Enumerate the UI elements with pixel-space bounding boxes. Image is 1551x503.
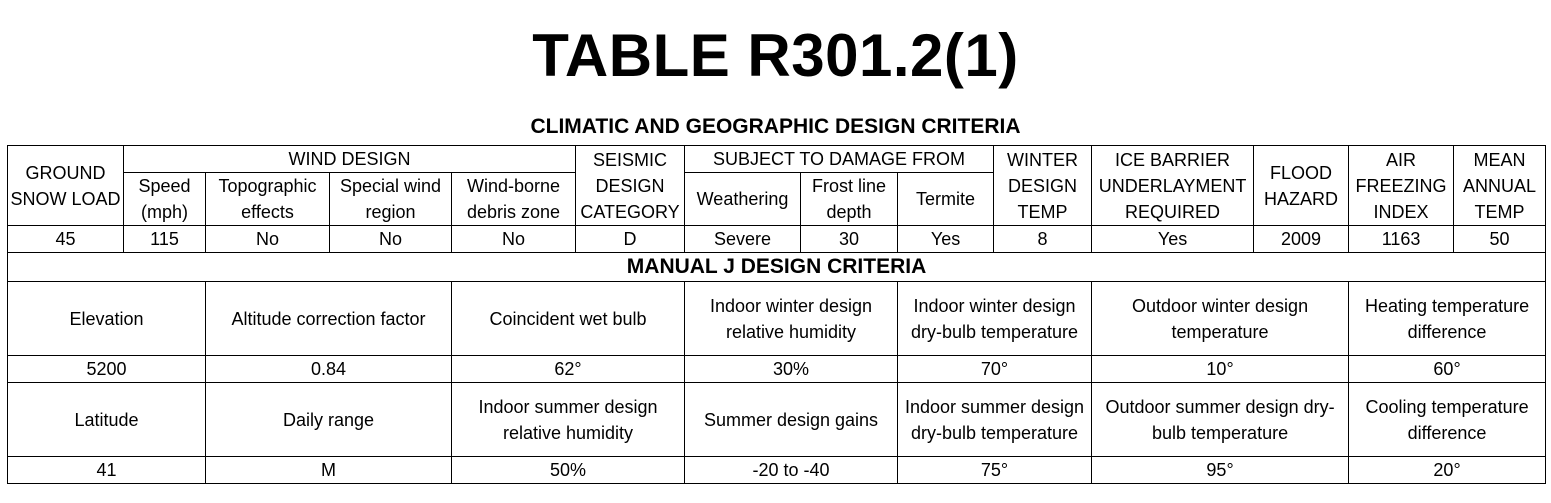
value-air-freezing-index: 1163 — [1349, 226, 1454, 253]
manual-j-header-row-2 — [8, 383, 1546, 457]
mj-value-outdoor-winter-temp: 10° — [1092, 356, 1349, 383]
manual-j-title: MANUAL J DESIGN CRITERIA — [8, 253, 1546, 282]
mj-value-indoor-summer-rh: 50% — [452, 457, 685, 484]
value-termite: Yes — [898, 226, 994, 253]
manual-j-title-row — [8, 253, 1546, 282]
mj-header-coincident-wet-bulb: Coincident wet bulb — [452, 282, 685, 356]
header-flood-hazard: FLOOD HAZARD — [1254, 146, 1349, 226]
mj-header-elevation: Elevation — [8, 282, 206, 356]
manual-j-header-row-1 — [8, 282, 1546, 356]
value-topographic-effects: No — [206, 226, 330, 253]
mj-header-indoor-winter-drybulb: Indoor winter design dry-bulb temperature — [898, 282, 1092, 356]
value-ground-snow-load: 45 — [8, 226, 124, 253]
header-winter-design-temp: WINTER DESIGN TEMP — [994, 146, 1092, 226]
manual-j-values-row-1 — [8, 356, 1546, 383]
mj-header-altitude-correction: Altitude correction factor — [206, 282, 452, 356]
mj-header-outdoor-summer-drybulb: Outdoor summer design dry-bulb temperature — [1092, 383, 1349, 457]
value-wind-borne-debris-zone: No — [452, 226, 576, 253]
mj-value-elevation: 5200 — [8, 356, 206, 383]
header-weathering: Weathering — [685, 173, 801, 226]
mj-header-indoor-summer-drybulb: Indoor summer design dry-bulb temperature — [898, 383, 1092, 457]
mj-value-altitude-correction: 0.84 — [206, 356, 452, 383]
value-special-wind-region: No — [330, 226, 452, 253]
mj-header-indoor-winter-rh: Indoor winter design relative humidity — [685, 282, 898, 356]
mj-header-cooling-temp-diff: Cooling temperature difference — [1349, 383, 1546, 457]
header-special-wind-region: Special wind region — [330, 173, 452, 226]
design-criteria-table — [7, 145, 1546, 484]
mj-header-outdoor-winter-temp: Outdoor winter design temperature — [1092, 282, 1349, 356]
header-seismic-design-category: SEISMIC DESIGN CATEGORY — [576, 146, 685, 226]
mj-value-indoor-winter-rh: 30% — [685, 356, 898, 383]
mj-value-latitude: 41 — [8, 457, 206, 484]
header-mean-annual-temp: MEAN ANNUAL TEMP — [1454, 146, 1546, 226]
header-subject-to-damage-from: SUBJECT TO DAMAGE FROM — [685, 146, 994, 173]
table-title: TABLE R301.2(1) — [532, 22, 1019, 89]
header-ice-barrier: ICE BARRIER UNDERLAYMENT REQUIRED — [1092, 146, 1254, 226]
mj-header-latitude: Latitude — [8, 383, 206, 457]
header-termite: Termite — [898, 173, 994, 226]
value-flood-hazard: 2009 — [1254, 226, 1349, 253]
header-speed: Speed (mph) — [124, 173, 206, 226]
climatic-header-row-1 — [8, 146, 1546, 173]
header-wind-design: WIND DESIGN — [124, 146, 576, 173]
mj-header-heating-temp-diff: Heating temperature difference — [1349, 282, 1546, 356]
mj-header-summer-design-gains: Summer design gains — [685, 383, 898, 457]
header-wind-borne-debris-zone: Wind-borne debris zone — [452, 173, 576, 226]
mj-value-cooling-temp-diff: 20° — [1349, 457, 1546, 484]
mj-header-daily-range: Daily range — [206, 383, 452, 457]
mj-value-summer-design-gains: -20 to -40 — [685, 457, 898, 484]
mj-value-outdoor-summer-drybulb: 95° — [1092, 457, 1349, 484]
mj-value-coincident-wet-bulb: 62° — [452, 356, 685, 383]
value-mean-annual-temp: 50 — [1454, 226, 1546, 253]
table-subtitle: CLIMATIC AND GEOGRAPHIC DESIGN CRITERIA — [530, 115, 1021, 138]
header-topographic-effects: Topographic effects — [206, 173, 330, 226]
header-frost-line-depth: Frost line depth — [801, 173, 898, 226]
mj-value-indoor-winter-drybulb: 70° — [898, 356, 1092, 383]
value-weathering: Severe — [685, 226, 801, 253]
mj-header-indoor-summer-rh: Indoor summer design relative humidity — [452, 383, 685, 457]
value-speed: 115 — [124, 226, 206, 253]
value-winter-design-temp: 8 — [994, 226, 1092, 253]
climatic-values-row — [8, 226, 1546, 253]
manual-j-values-row-2 — [8, 457, 1546, 484]
mj-value-heating-temp-diff: 60° — [1349, 356, 1546, 383]
header-ground-snow-load: GROUND SNOW LOAD — [8, 146, 124, 226]
mj-value-indoor-summer-drybulb: 75° — [898, 457, 1092, 484]
header-air-freezing-index: AIR FREEZING INDEX — [1349, 146, 1454, 226]
value-frost-line-depth: 30 — [801, 226, 898, 253]
mj-value-daily-range: M — [206, 457, 452, 484]
value-seismic-design-category: D — [576, 226, 685, 253]
value-ice-barrier: Yes — [1092, 226, 1254, 253]
